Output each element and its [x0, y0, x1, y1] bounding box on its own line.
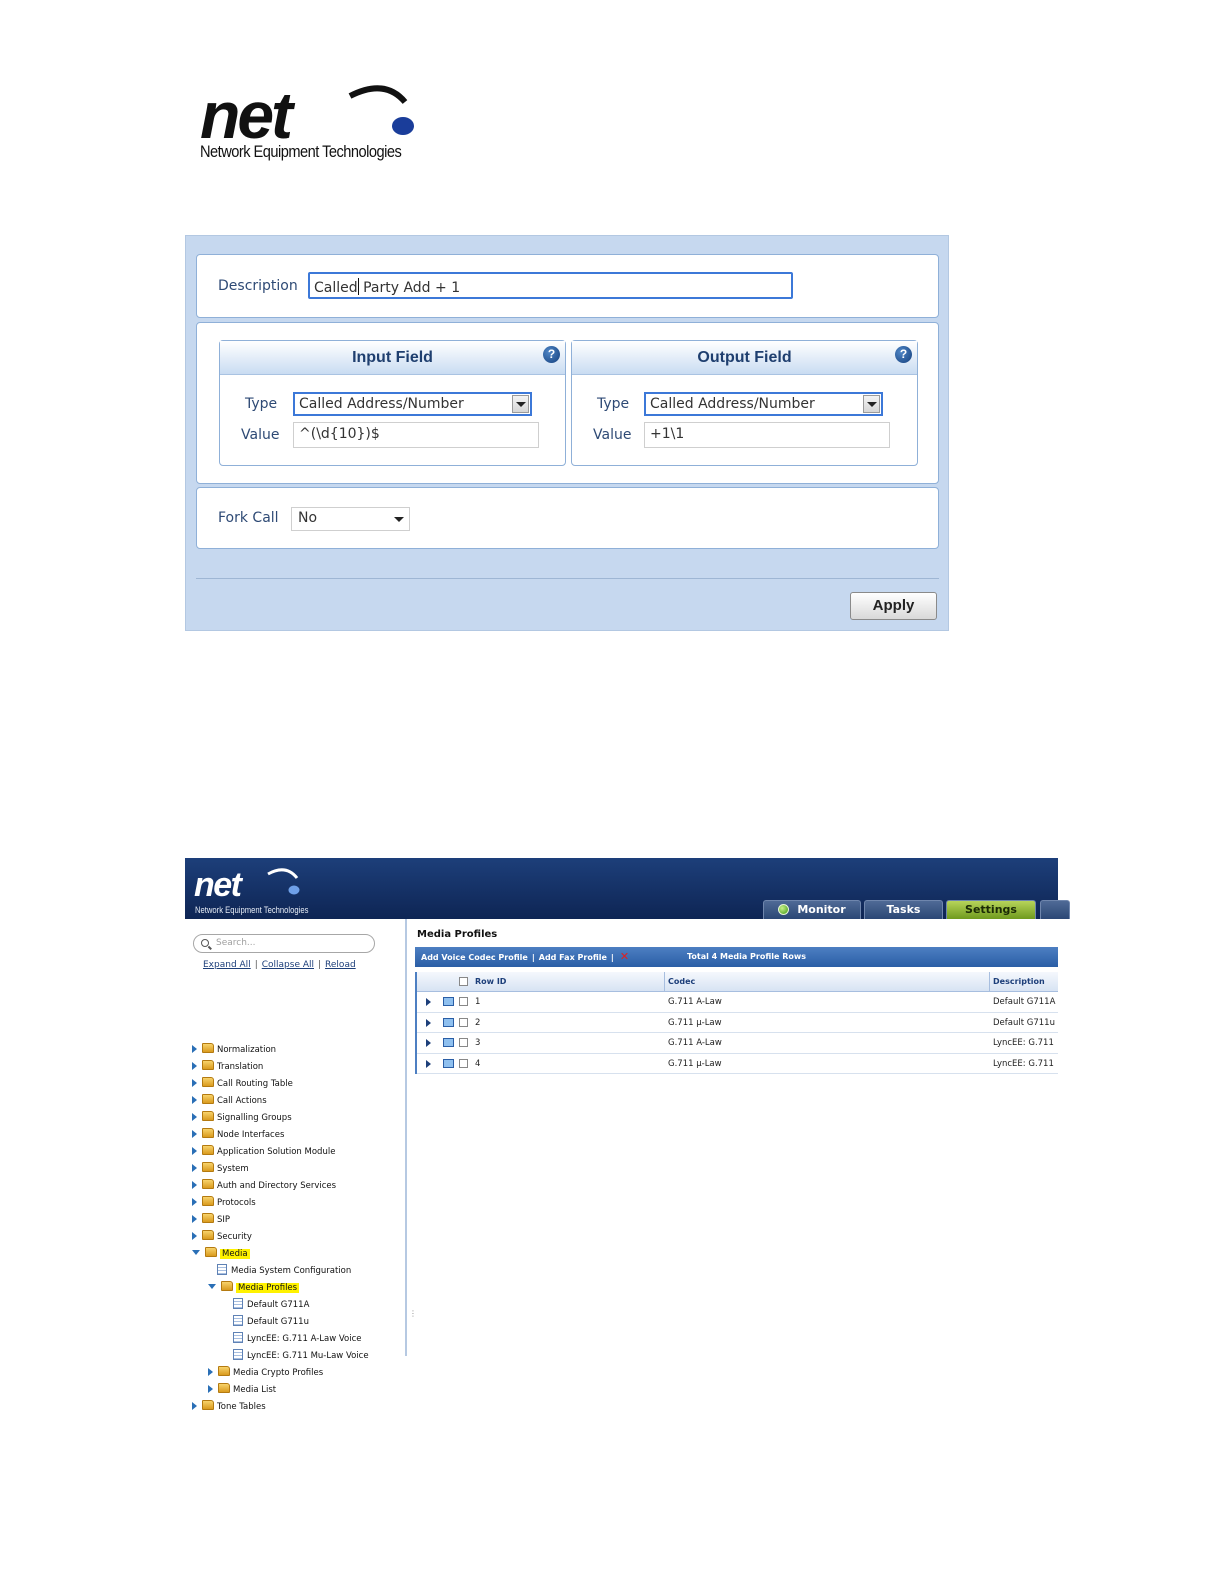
expand-arrow-icon[interactable]: [192, 1402, 197, 1410]
tree-item-label: Translation: [217, 1062, 264, 1072]
divider: [196, 578, 939, 579]
description-panel: [196, 254, 939, 318]
cell-description: Default G711u: [993, 1017, 1055, 1028]
input-type-label: Type: [245, 396, 278, 412]
output-field-panel: [571, 340, 918, 466]
folder-icon: [202, 1213, 214, 1223]
row-checkbox[interactable]: [459, 1038, 468, 1047]
tree-item-label: Security: [217, 1232, 252, 1242]
delete-icon[interactable]: ✕: [619, 950, 630, 963]
add-fax-profile-button[interactable]: Add Fax Profile: [538, 953, 607, 962]
tree-item[interactable]: [208, 1281, 299, 1296]
table-body: [417, 992, 1058, 1074]
expand-arrow-icon[interactable]: [192, 1096, 197, 1104]
tree-item[interactable]: [192, 1162, 249, 1177]
cell-description: Default G711A: [993, 997, 1056, 1007]
document-icon: [233, 1349, 243, 1360]
tab-monitor[interactable]: [763, 900, 861, 919]
tree-item-label: Application Solution Module: [217, 1147, 336, 1157]
help-icon[interactable]: ?: [543, 346, 560, 363]
expand-arrow-icon[interactable]: [192, 1130, 197, 1138]
cell-description: LyncEE: G.711: [993, 1038, 1054, 1048]
description-text-start: Called: [314, 280, 358, 296]
expand-row-icon[interactable]: [426, 1060, 431, 1068]
grid-toolbar: [415, 947, 1058, 967]
logo-company-name: Network Equipment Technologies: [200, 142, 402, 161]
chevron-down-icon[interactable]: [512, 395, 529, 413]
output-type-value: Called Address/Number: [650, 396, 815, 412]
expand-all-link[interactable]: Expand All: [203, 960, 251, 970]
document-icon: [233, 1315, 243, 1326]
cell-codec: G.711 A-Law: [668, 997, 722, 1007]
fields-panel: [196, 322, 939, 484]
logo-wordmark: net: [200, 78, 290, 152]
navigation-tree-panel: [185, 919, 417, 1412]
cell-row-id: 1: [475, 997, 481, 1007]
folder-icon: [205, 1247, 217, 1257]
chevron-down-icon[interactable]: [863, 395, 880, 413]
input-type-value: Called Address/Number: [299, 396, 464, 412]
tree-item-label: Default G711A: [247, 1300, 310, 1310]
fork-call-label: Fork Call: [218, 510, 279, 526]
edit-icon[interactable]: [443, 997, 454, 1006]
expand-arrow-icon[interactable]: [192, 1062, 197, 1070]
apply-button[interactable]: Apply: [850, 592, 937, 620]
cell-row-id: 3: [475, 1038, 481, 1048]
tree-item-label: Protocols: [217, 1198, 256, 1208]
help-icon[interactable]: ?: [895, 346, 912, 363]
output-field-header: [572, 341, 917, 375]
tab-overflow[interactable]: [1040, 900, 1070, 919]
row-checkbox[interactable]: [459, 1059, 468, 1068]
company-logo: [200, 78, 420, 164]
expand-arrow-icon[interactable]: [192, 1113, 197, 1121]
search-icon: [201, 939, 209, 947]
fork-call-value: No: [298, 510, 318, 526]
row-count-label: Total 4 Media Profile Rows: [687, 952, 807, 961]
separator: |: [610, 953, 614, 962]
folder-icon: [221, 1281, 233, 1291]
document-icon: [217, 1264, 227, 1275]
tree-item-label: Media Crypto Profiles: [233, 1368, 324, 1378]
tab-monitor-label: Monitor: [797, 903, 846, 916]
table-row[interactable]: [417, 992, 1058, 1013]
folder-icon: [202, 1162, 214, 1172]
expand-arrow-icon[interactable]: [192, 1079, 197, 1087]
tree-item-label: SIP: [217, 1215, 231, 1225]
separator: |: [531, 953, 535, 962]
description-text-rest: Party Add + 1: [363, 280, 461, 296]
folder-icon: [202, 1060, 214, 1070]
tree-item-label: Media: [222, 1249, 248, 1259]
tree-item[interactable]: [208, 1366, 323, 1381]
folder-icon: [202, 1094, 214, 1104]
document-icon: [233, 1332, 243, 1343]
table-row[interactable]: [417, 1054, 1058, 1075]
input-value-label: Value: [241, 427, 280, 443]
expand-arrow-icon[interactable]: [192, 1147, 197, 1155]
fork-call-select[interactable]: [291, 507, 410, 531]
tree-item-label: System: [217, 1164, 249, 1174]
tree-item-label: Auth and Directory Services: [217, 1181, 337, 1191]
tree-item-label: LyncEE: G.711 Mu-Law Voice: [247, 1351, 369, 1361]
splitter-handle[interactable]: ⋮: [409, 1309, 417, 1318]
expand-arrow-icon[interactable]: [192, 1198, 197, 1206]
tree-item[interactable]: [224, 1315, 309, 1330]
separator: |: [254, 960, 258, 970]
folder-icon: [218, 1366, 230, 1376]
page-title: Media Profiles: [417, 929, 498, 940]
app-logo: [194, 866, 309, 915]
net-logo-mark: [194, 866, 304, 906]
output-value-label: Value: [593, 427, 632, 443]
folder-icon: [202, 1145, 214, 1155]
tree-item[interactable]: [192, 1247, 250, 1262]
media-profiles-screen: [185, 858, 1058, 1412]
column-header-description[interactable]: Description: [989, 972, 1045, 992]
tree-item-label: Call Routing Table: [217, 1079, 293, 1089]
tree-item[interactable]: [192, 1230, 252, 1245]
row-checkbox[interactable]: [459, 1018, 468, 1027]
description-input[interactable]: [308, 272, 793, 299]
folder-icon: [202, 1230, 214, 1240]
main-content: [415, 919, 1058, 1356]
tree-item[interactable]: [192, 1213, 230, 1228]
folder-icon: [202, 1179, 214, 1189]
search-input[interactable]: [193, 934, 375, 953]
edit-icon[interactable]: [443, 1018, 454, 1027]
collapse-arrow-icon[interactable]: [192, 1250, 200, 1255]
translation-rule-form: [185, 235, 949, 631]
tree-item[interactable]: [192, 1077, 293, 1092]
tree-item-label: Tone Tables: [217, 1402, 266, 1412]
edit-icon[interactable]: [443, 1038, 454, 1047]
expand-arrow-icon[interactable]: [208, 1385, 213, 1393]
add-voice-codec-profile-button[interactable]: Add Voice Codec Profile: [421, 953, 528, 962]
tree-item[interactable]: [192, 1145, 335, 1160]
tree-item-label: LyncEE: G.711 A-Law Voice: [247, 1334, 362, 1344]
folder-icon: [218, 1383, 230, 1393]
collapse-all-link[interactable]: Collapse All: [261, 960, 314, 970]
tree-item[interactable]: [224, 1332, 361, 1347]
output-field-title: Output Field: [697, 349, 792, 366]
app-header: [185, 858, 1058, 919]
tree-item-label: Signalling Groups: [217, 1113, 292, 1123]
tree-item-label: Media List: [233, 1385, 277, 1395]
tree-item[interactable]: [192, 1179, 336, 1194]
row-checkbox[interactable]: [459, 997, 468, 1006]
collapse-arrow-icon[interactable]: [208, 1284, 216, 1289]
folder-icon: [202, 1196, 214, 1206]
folder-icon: [202, 1077, 214, 1087]
tree-item[interactable]: [192, 1060, 263, 1075]
tree-item[interactable]: [208, 1264, 351, 1279]
tree-item-label: Node Interfaces: [217, 1130, 285, 1140]
description-label: Description: [218, 278, 298, 294]
expand-arrow-icon[interactable]: [192, 1181, 197, 1189]
input-type-select[interactable]: [293, 392, 532, 416]
tree-item-label: Default G711u: [247, 1317, 309, 1327]
tree-item[interactable]: [224, 1349, 369, 1364]
input-field-panel: [219, 340, 566, 466]
table-row[interactable]: [417, 1013, 1058, 1034]
fork-call-panel: [196, 487, 939, 549]
tree-item-label: Call Actions: [217, 1096, 267, 1106]
reload-link[interactable]: Reload: [325, 960, 356, 970]
table-header: [417, 972, 1058, 992]
select-all-checkbox[interactable]: [459, 977, 468, 986]
cell-codec: G.711 μ-Law: [668, 1017, 722, 1028]
output-type-select[interactable]: [644, 392, 883, 416]
tree-item-label: Media Profiles: [238, 1283, 298, 1293]
status-icon: [778, 904, 789, 915]
folder-icon: [202, 1043, 214, 1053]
media-profiles-table: [415, 972, 1058, 1074]
tree-item-label: Media System Configuration: [231, 1266, 352, 1276]
tree-item[interactable]: [192, 1094, 267, 1109]
input-field-title: Input Field: [352, 349, 433, 366]
input-value-field[interactable]: ^(\d{10})$: [293, 422, 539, 448]
tree-item[interactable]: [192, 1196, 256, 1211]
tree-controls: [203, 960, 356, 970]
tab-settings[interactable]: Settings: [946, 900, 1036, 919]
cell-description: LyncEE: G.711: [993, 1058, 1054, 1069]
tab-tasks[interactable]: Tasks: [864, 900, 943, 919]
expand-row-icon[interactable]: [426, 998, 431, 1006]
output-type-label: Type: [597, 396, 630, 412]
expand-row-icon[interactable]: [426, 1019, 431, 1027]
app-logo-wordmark: net: [194, 866, 241, 904]
tree-item-label: Normalization: [217, 1045, 277, 1055]
expand-arrow-icon[interactable]: [192, 1045, 197, 1053]
output-value-field[interactable]: +1\1: [644, 422, 890, 448]
folder-icon: [202, 1128, 214, 1138]
separator: |: [318, 960, 322, 970]
cell-codec: G.711 A-Law: [668, 1038, 722, 1048]
tree-item[interactable]: [192, 1400, 266, 1415]
expand-arrow-icon[interactable]: [192, 1232, 197, 1240]
search-placeholder: Search...: [216, 938, 256, 948]
folder-icon: [202, 1111, 214, 1121]
tree-item[interactable]: [192, 1043, 276, 1058]
table-row[interactable]: [417, 1033, 1058, 1054]
cell-codec: G.711 μ-Law: [668, 1058, 722, 1069]
app-logo-company: Network Equipment Technologies: [195, 905, 309, 915]
tree-item[interactable]: [192, 1111, 292, 1126]
column-header-codec[interactable]: Codec: [664, 972, 695, 992]
expand-row-icon[interactable]: [426, 1039, 431, 1047]
tree-item[interactable]: [224, 1298, 309, 1313]
folder-icon: [202, 1400, 214, 1410]
cell-row-id: 4: [475, 1058, 481, 1069]
column-header-row-id[interactable]: Row ID: [475, 977, 507, 986]
cell-row-id: 2: [475, 1017, 481, 1028]
tree-item[interactable]: [192, 1128, 284, 1143]
document-icon: [233, 1298, 243, 1309]
expand-arrow-icon[interactable]: [208, 1368, 213, 1376]
edit-icon[interactable]: [443, 1059, 454, 1068]
expand-arrow-icon[interactable]: [192, 1215, 197, 1223]
tree-item[interactable]: [208, 1383, 276, 1398]
expand-arrow-icon[interactable]: [192, 1164, 197, 1172]
input-field-header: [220, 341, 565, 375]
